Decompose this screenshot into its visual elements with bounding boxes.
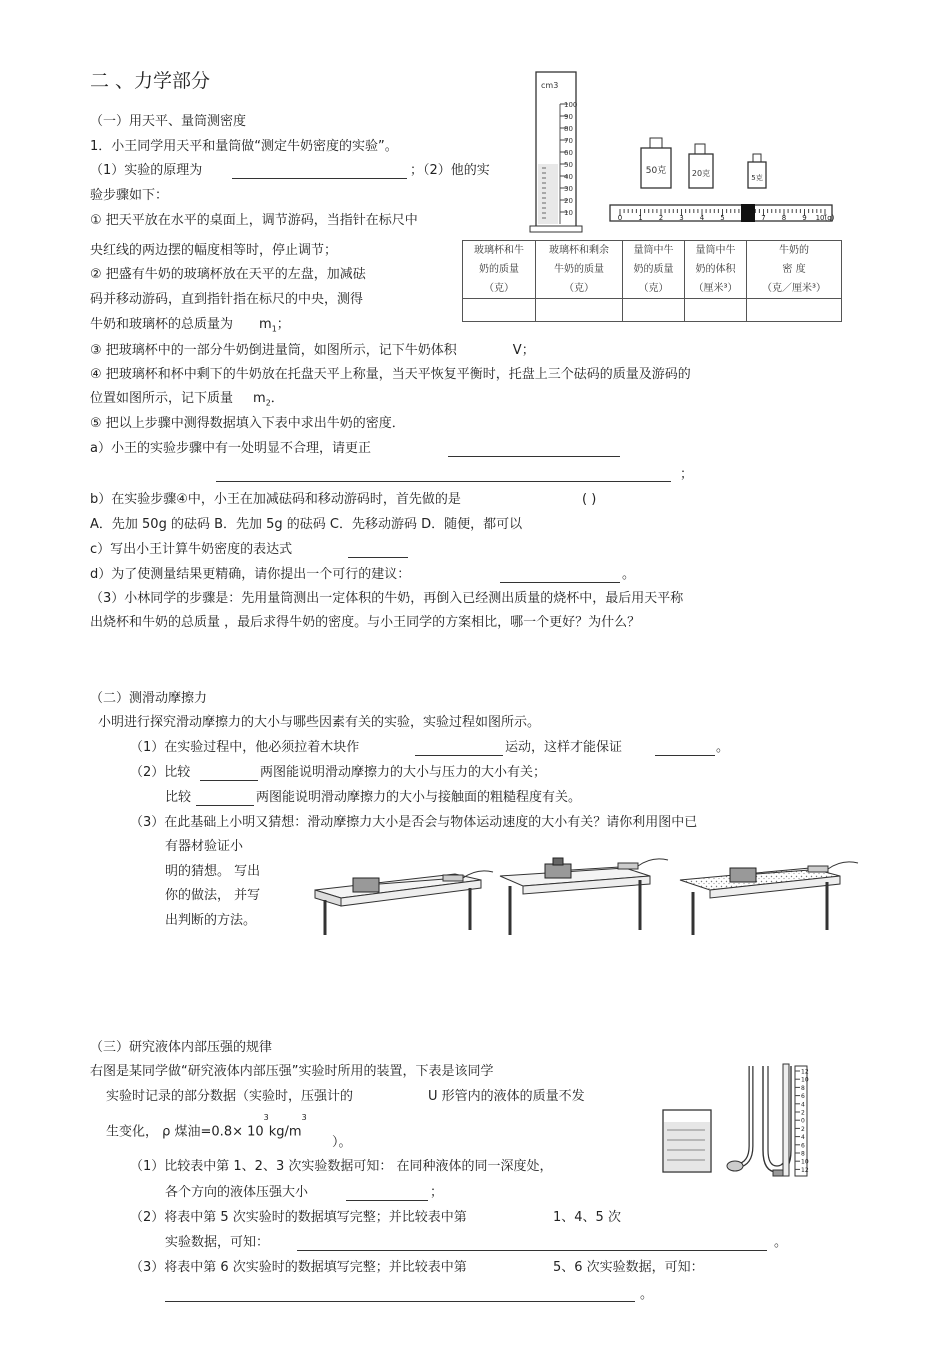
ruler-label: 2 [658,214,664,222]
s3-q3-line1-end: 5、6 次实验数据，可知： [553,1260,704,1275]
step2-line1: ② 把盛有牛奶的玻璃杯放在天平的左盘，加减砝 [90,267,366,282]
scale-label: 12 [801,1166,809,1174]
ruler-label: 10(g) [815,214,835,222]
blank-s3-q3[interactable] [165,1301,635,1302]
weight-50g-label: 50克 [645,166,667,176]
rider-ruler [610,204,835,222]
scale-label: 6 [801,1093,805,1101]
cylinder-unit: cm3 [541,81,559,90]
s3-line3: 生变化， ρ 煤油$=0.8\times 10^3kg/m^3$ [106,1113,307,1140]
s3-q1-line1: （1）比较表中第 1、2、3 次实验数据可知： 在同种液体的同一深度处， [130,1159,553,1174]
blank-c[interactable] [348,557,408,558]
s3-q3-end: 。 [640,1287,654,1302]
s3-q2-line1-end: 1、4、5 次 [553,1210,621,1225]
q1-line1-end: ；（2）他的实 [410,163,490,178]
blank-s2-q1a[interactable] [415,755,503,756]
question-a-end: ； [680,467,694,482]
friction-setup-c [680,862,858,935]
s3-line2a: 实验时记录的部分数据（实验时，压强计的 [106,1089,354,1104]
scale-label: 8 [801,1084,805,1092]
table-input-cell[interactable] [747,299,842,322]
s2-q2-rest: 两图能说明滑动摩擦力的大小与压力的大小有关； [260,765,547,780]
table-answer-row [463,299,842,322]
ruler-label: 9 [802,214,807,222]
ruler-label: 5 [720,214,725,222]
section2-title: （二）测滑动摩擦力 [90,691,208,706]
ruler-label: 8 [781,214,787,222]
s3-q2-line1: （2）将表中第 5 次实验时的数据填写完整；并比较表中第 [130,1210,467,1225]
section2-intro: 小明进行探究滑动摩擦力的大小与哪些因素有关的实验，实验过程如图所示。 [98,715,541,730]
s2-q3-line1: （3）在此基础上小明又猜想：滑动摩擦力大小是否会与物体运动速度的大小有关？请你利用图中已 [130,815,698,830]
blank-a1[interactable] [448,456,620,457]
s2-q2b-start: 比较 [165,790,192,805]
s3-q2-end: 。 [774,1235,788,1250]
scale-label: 10 [801,1076,809,1084]
s2-q1-text: （1）在实验过程中，他必须拉着木块作 [130,740,360,755]
friction-setup-a [315,871,493,935]
question-d: d）为了使测量结果更精确，请你提出一个可行的建议： [90,567,411,582]
cylinder-tick-label: 40 [564,173,573,181]
section1-title: （一）用天平、量筒测密度 [90,114,247,129]
step1-line2: 央红线的两边摆的幅度相等时，停止调节； [90,243,338,258]
s2-q3-line4: 你的做法， 并写 [165,888,261,903]
scale-label: 12 [801,1068,809,1076]
ruler-label: 0 [617,214,623,222]
s2-q3-line3: 明的猜想。 写出 [165,864,261,879]
blank-d[interactable] [500,582,620,583]
table-header-cell: 牛奶的 密 度 （克／厘米³） [747,241,842,299]
s2-q2b-rest: 两图能说明滑动摩擦力的大小与接触面的粗糙程度有关。 [256,790,582,805]
blank-s3-q2[interactable] [297,1250,767,1251]
s3-q3-line1: （3）将表中第 6 次实验时的数据填写完整；并比较表中第 [130,1260,467,1275]
table-header-cell: 量筒中牛 奶的体积 （厘米³） [685,241,747,299]
q1-line2: 验步骤如下： [90,188,169,203]
cylinder-tick-label: 20 [564,197,573,205]
question3-line2: 出烧杯和牛奶的总质量 ，最后求得牛奶的密度。与小王同学的方案相比，哪一个更好？为什么？ [90,615,641,630]
cylinder-tick-label: 60 [564,149,573,157]
cylinder-tick-label: 70 [564,137,573,145]
step2-line2: 码并移动游码，直到指针指在标尺的中央，测得 [90,292,364,307]
question3-line1: （3）小林同学的步骤是：先用量筒测出一定体积的牛奶，再倒入已经测出质量的烧杯中，最后用天平称 [90,591,684,606]
blank-principle[interactable] [232,178,407,179]
step1-line1: ① 把天平放在水平的桌面上，调节游码，当指针在标尺中 [90,213,418,228]
question-b: b）在实验步骤④中，小王在加减砝码和移动游码时，首先做的是 [90,492,461,507]
u-tube-manometer [727,1064,791,1176]
scale-label: 8 [801,1150,805,1158]
s3-q2-line2: 实验数据，可知： [165,1235,270,1250]
table-header-cell: 量筒中牛 奶的质量 （克） [623,241,685,299]
weight-5g-label: 5克 [751,174,763,182]
s2-q2-start: （2）比较 [130,765,191,780]
ruler-label: 7 [761,214,766,222]
table-header-row [463,241,842,299]
question-d-end: 。 [622,567,636,582]
s3-line3-end: ）。 [332,1135,352,1150]
weight-20g [689,144,713,188]
scale-label: 0 [801,1117,805,1125]
scale-label: 6 [801,1142,805,1150]
ruler-label: 3 [679,214,684,222]
table-header-cell: 玻璃杯和剩余 牛奶的质量 （克） [536,241,623,299]
rider-marker[interactable] [741,204,755,222]
cylinder-tick-label: 50 [564,161,573,169]
scale-label: 10 [801,1158,809,1166]
table-input-cell[interactable] [463,299,536,322]
measuring-cylinder [530,72,582,232]
cylinder-tick-label: 100 [564,101,578,109]
s2-q3-line2: 有器材验证小 [165,839,244,854]
question-b-options: A．先加 50g 的砝码 B．先加 5g 的砝码 C．先移动游码 D．随便，都可以 [90,517,523,532]
s3-q1-line2: 各个方向的液体压强大小 [165,1185,309,1200]
section3-title: （三）研究液体内部压强的规律 [90,1040,273,1055]
answer-paren-b[interactable]: ( ) [582,492,597,507]
s3-line2b: U 形管内的液体的质量不发 [428,1089,585,1104]
scale-label: 4 [801,1134,805,1142]
balance-figure [528,68,848,238]
s2-q1-mid: 运动，这样才能保证 [505,740,623,755]
cylinder-tick-label: 90 [564,113,573,121]
page-heading: 二 、力学部分 [90,70,211,92]
cylinder-tick-label: 10 [564,209,573,217]
q1-principle-text: （1）实验的原理为 [90,163,203,178]
table-input-cell[interactable] [623,299,685,322]
scale-label: 4 [801,1101,805,1109]
question1-intro: 1．小王同学用天平和量筒做“测定牛奶密度的实验”。 [90,139,398,154]
milk-data-table [462,240,842,322]
s3-line1: 右图是某同学做“研究液体内部压强”实验时所用的装置，下表是该同学 [90,1064,494,1079]
weight-5g [748,154,766,188]
pressure-gauge-figure [655,1058,825,1183]
friction-figures [305,850,865,945]
blank-s2-q2a[interactable] [200,780,258,781]
table-input-cell[interactable] [536,299,623,322]
pressure-scale [795,1066,809,1176]
step5-line: ⑤ 把以上步骤中测得数据填入下表中求出牛奶的密度． [90,416,405,431]
table-header-cell: 玻璃杯和牛 奶的质量 （克） [463,241,536,299]
question-a: a）小王的实验步骤中有一处明显不合理，请更正 [90,441,371,456]
blank-a2[interactable] [216,481,671,482]
step4-line1: ④ 把玻璃杯和杯中剩下的牛奶放在托盘天平上称量，当天平恢复平衡时，托盘上三个砝码的质量及游码的 [90,367,691,382]
s3-q1-end: ； [430,1185,444,1200]
s2-q1-end: 。 [716,740,730,755]
step4-line2: 位置如图所示，记下质量 $m_2$． [90,391,284,408]
blank-s2-q1b[interactable] [655,755,715,756]
weight-20g-label: 20克 [691,169,711,178]
scale-label: 2 [801,1109,805,1117]
s2-q3-line5: 出判断的方法。 [165,913,257,928]
ruler-label: 1 [638,214,643,222]
step3-line: ③ 把玻璃杯中的一部分牛奶倒进量筒，如图所示，记下牛奶体积 V； [90,343,535,358]
blank-s3-q1[interactable] [346,1200,428,1201]
table-input-cell[interactable] [685,299,747,322]
question-c: c）写出小王计算牛奶密度的表达式 [90,542,293,557]
weight-50g [641,138,671,188]
friction-setup-b [500,858,668,935]
liquid-beaker [663,1110,711,1172]
blank-s2-q2b[interactable] [196,805,254,806]
scale-label: 2 [801,1125,805,1133]
cylinder-tick-label: 30 [564,185,573,193]
step2-line3: 牛奶和玻璃杯的总质量为 $m_1$； [90,317,290,334]
ruler-label: 4 [699,214,705,222]
cylinder-tick-label: 80 [564,125,573,133]
